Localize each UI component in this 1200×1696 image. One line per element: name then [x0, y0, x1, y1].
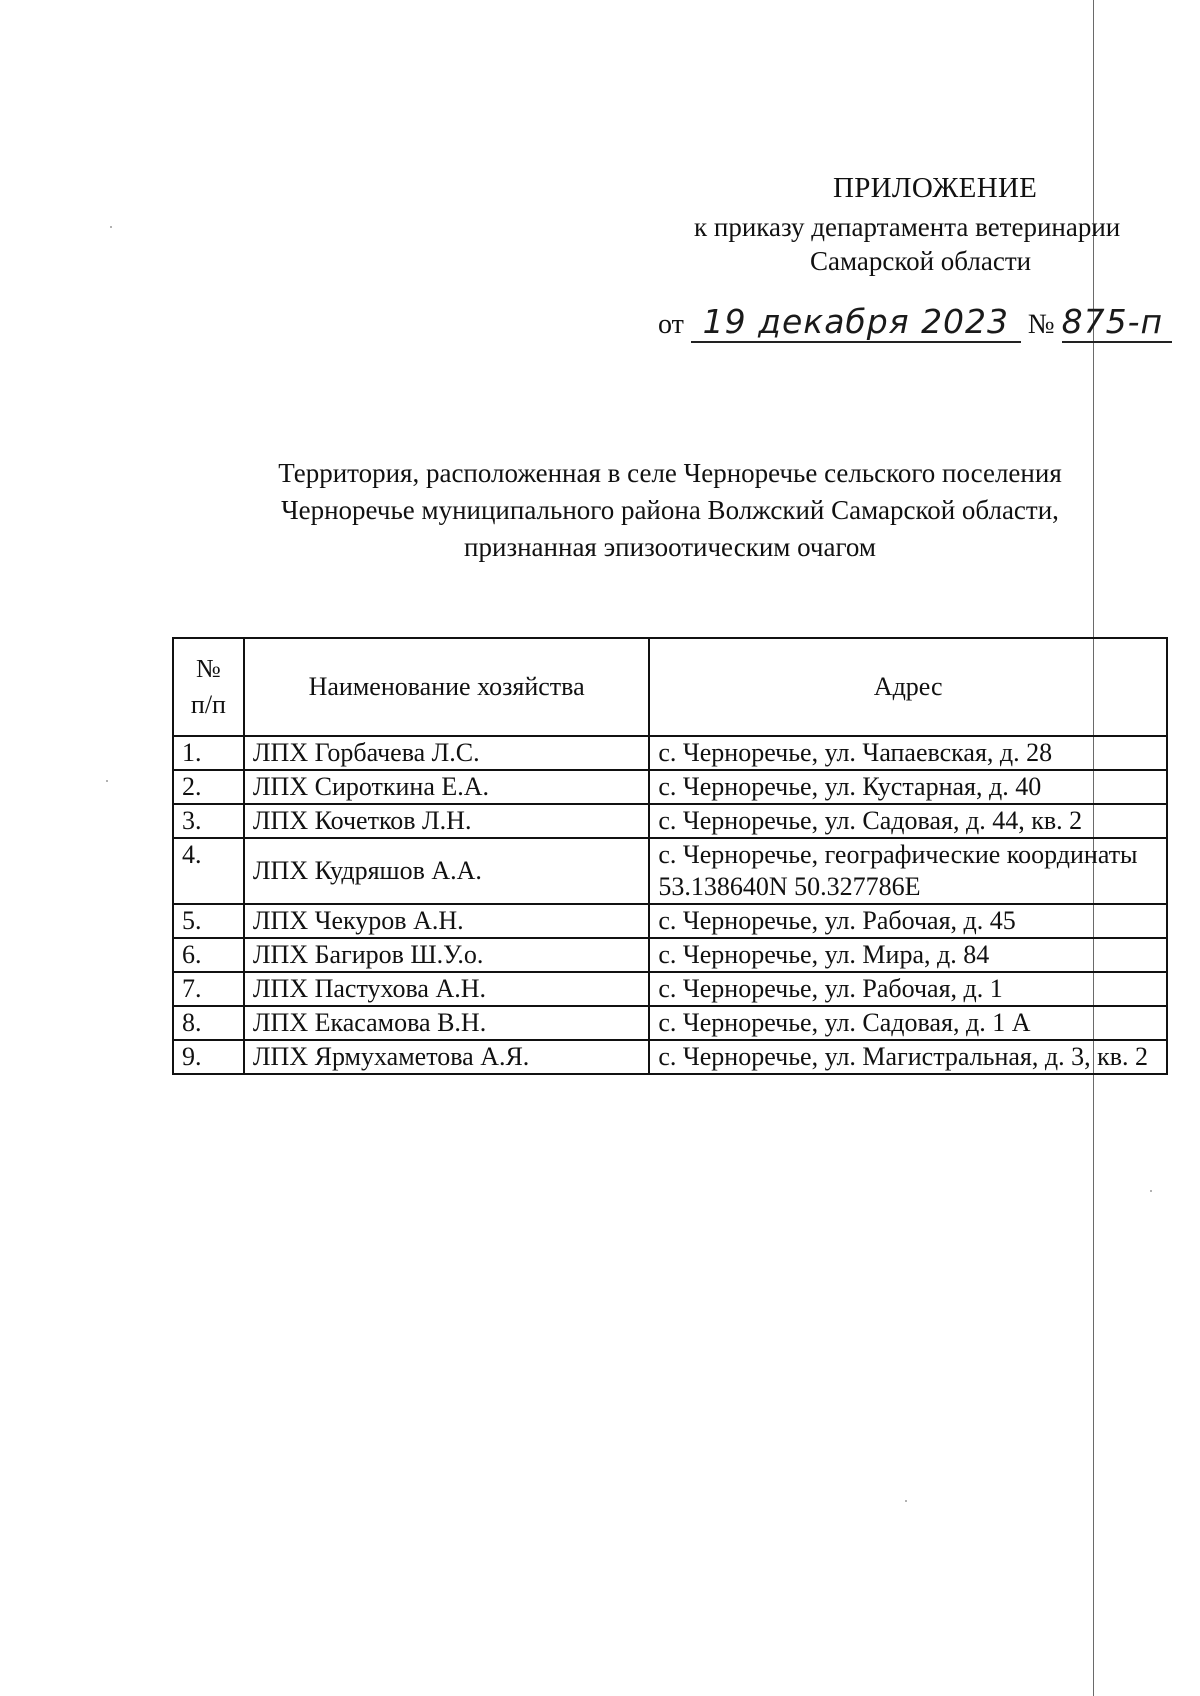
row-address: с. Черноречье, географические координаты 53.138640N 50.327786E — [649, 838, 1167, 904]
scan-speck — [905, 1500, 907, 1502]
row-farm-name: ЛПХ Кочетков Л.Н. — [244, 804, 649, 838]
row-address: с. Черноречье, ул. Мира, д. 84 — [649, 938, 1167, 972]
row-number: 8. — [173, 1006, 244, 1040]
row-farm-name: ЛПХ Чекуров А.Н. — [244, 904, 649, 938]
scan-speck — [1150, 1190, 1152, 1192]
heading-line3: признанная эпизоотическим очагом — [464, 532, 876, 562]
header-number-sign: № — [196, 654, 221, 683]
row-address: с. Черноречье, ул. Рабочая, д. 1 — [649, 972, 1167, 1006]
appendix-subtitle-line1: к приказу департамента ветеринарии — [694, 212, 1121, 242]
row-number: 3. — [173, 804, 244, 838]
row-number: 4. — [173, 838, 244, 904]
row-address: с. Черноречье, ул. Садовая, д. 1 А — [649, 1006, 1167, 1040]
row-address: с. Черноречье, ул. Магистральная, д. 3, кв. 2 — [649, 1040, 1167, 1074]
order-number-handwritten: 875-п — [1062, 302, 1172, 343]
row-farm-name: ЛПХ Ярмухаметова А.Я. — [244, 1040, 649, 1074]
row-farm-name: ЛПХ Сироткина Е.А. — [244, 770, 649, 804]
row-farm-name: ЛПХ Кудряшов А.А. — [244, 838, 649, 904]
table-row — [173, 972, 1167, 1006]
row-number: 7. — [173, 972, 244, 1006]
table-row — [173, 904, 1167, 938]
table-row — [173, 838, 1167, 904]
table-header-row — [173, 638, 1167, 736]
document-heading — [240, 455, 1100, 566]
scan-speck — [106, 780, 108, 782]
table-row — [173, 1040, 1167, 1074]
table-row — [173, 804, 1167, 838]
row-number: 6. — [173, 938, 244, 972]
table-row — [173, 1006, 1167, 1040]
row-farm-name: ЛПХ Екасамова В.Н. — [244, 1006, 649, 1040]
appendix-title: ПРИЛОЖЕНИЕ — [833, 172, 1038, 204]
row-number: 2. — [173, 770, 244, 804]
row-address: с. Черноречье, ул. Садовая, д. 44, кв. 2 — [649, 804, 1167, 838]
row-number: 5. — [173, 904, 244, 938]
row-address: с. Черноречье, ул. Рабочая, д. 45 — [649, 904, 1167, 938]
scan-speck — [110, 226, 112, 228]
order-date-prefix: от — [658, 309, 684, 340]
table-row — [173, 938, 1167, 972]
header-farm-name: Наименование хозяйства — [244, 638, 649, 736]
header-number — [173, 638, 244, 736]
order-date-handwritten: 19 декабря 2023 — [691, 302, 1021, 343]
row-address: с. Черноречье, ул. Чапаевская, д. 28 — [649, 736, 1167, 770]
row-farm-name: ЛПХ Горбачева Л.С. — [244, 736, 649, 770]
header-number-abbr: п/п — [190, 690, 226, 719]
table-row — [173, 736, 1167, 770]
table-row — [173, 770, 1167, 804]
farms-table — [172, 637, 1168, 1075]
order-number-label: № — [1027, 309, 1055, 340]
row-number: 1. — [173, 736, 244, 770]
row-address: с. Черноречье, ул. Кустарная, д. 40 — [649, 770, 1167, 804]
row-number: 9. — [173, 1040, 244, 1074]
row-farm-name: ЛПХ Багиров Ш.У.о. — [244, 938, 649, 972]
row-farm-name: ЛПХ Пастухова А.Н. — [244, 972, 649, 1006]
header-address: Адрес — [649, 638, 1167, 736]
order-reference — [658, 302, 1172, 343]
appendix-subtitle-line2: Самарской области — [810, 246, 1032, 276]
heading-line2: Черноречье муниципального района Волжский Самарской области, — [281, 495, 1059, 525]
heading-line1: Территория, расположенная в селе Черноречье сельского поселения — [278, 458, 1062, 488]
